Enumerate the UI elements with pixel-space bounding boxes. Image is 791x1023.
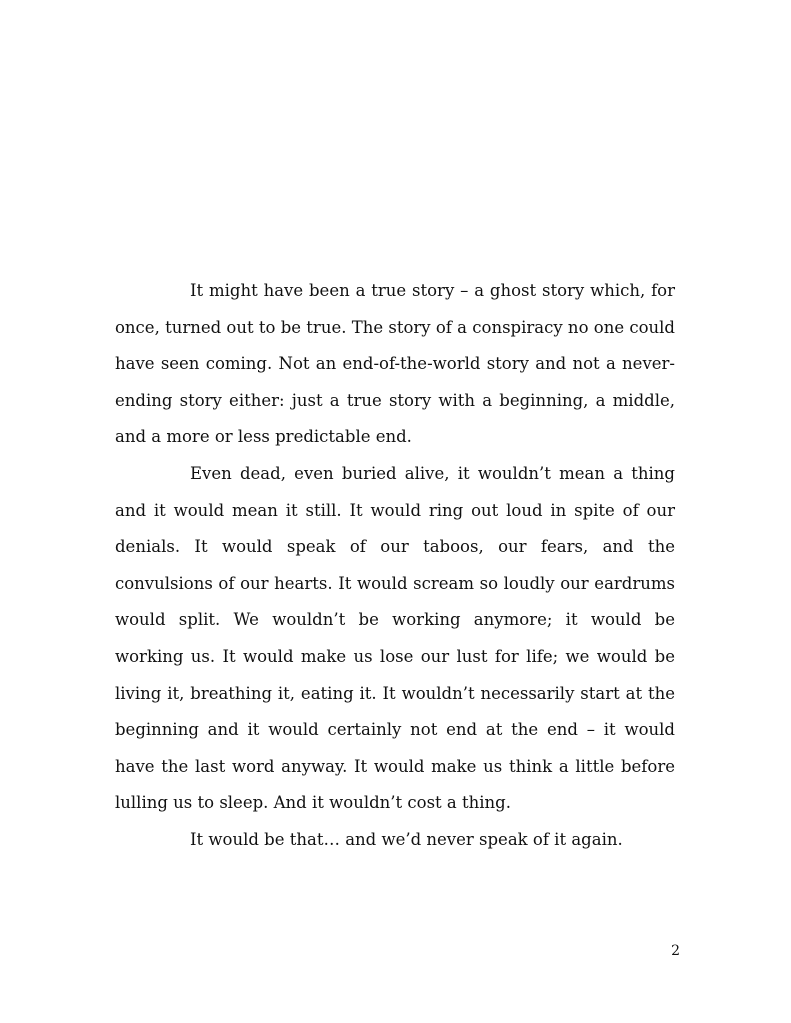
paragraph-2: Even dead, even buried alive, it wouldn’t mean a thing and it would mean it still. It would ring out loud in spite of our denials. It would speak of our taboos, our fears, and the convulsions of our hearts. It would scream so loudly our eardrums would split. We wouldn’t be working anymore; it would be working us. It would make us lose our lust for life; we would be living it, breathing it, eating it. It wouldn’t necessarily start at the beginning and it would certainly not end at the end – it would have the last word anyway. It would make us think a little before lulling us to sleep. And it wouldn’t cost a thing. bbox=[115, 463, 675, 813]
paragraph-3: It would be that… and we’d never speak of it again. bbox=[190, 829, 623, 849]
paragraph-1: It might have been a true story – a ghost story which, for once, turned out to be true. The story of a conspiracy no one could have seen coming. Not an end-of-the-world story and not a never-ending story either: just a true story with a beginning, a middle, and a more or less predictable end. bbox=[115, 281, 675, 447]
body-text bbox=[115, 273, 675, 859]
page-number: 2 bbox=[671, 943, 680, 959]
